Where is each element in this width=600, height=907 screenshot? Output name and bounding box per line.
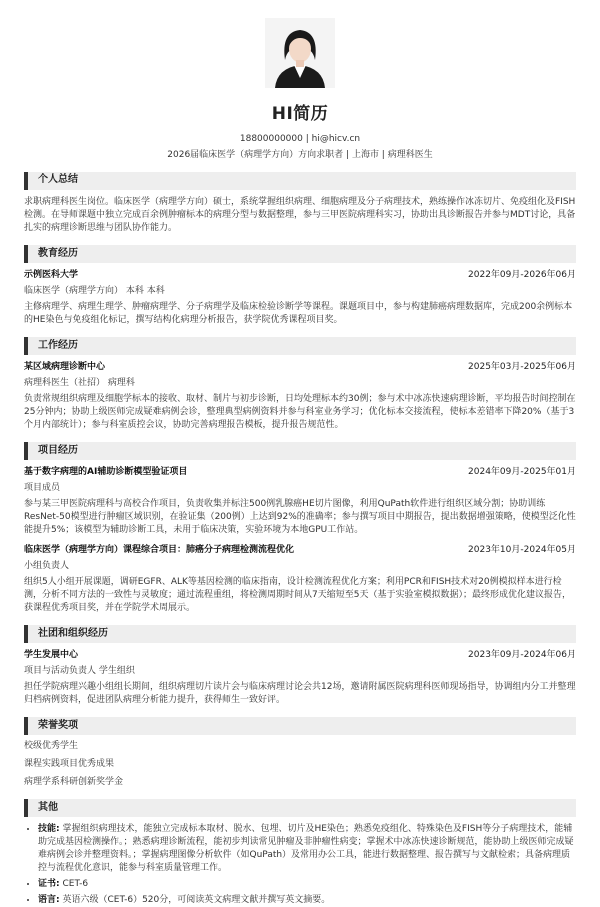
entry-description: 组织5人小组开展课题，调研EGFR、ALK等基因检测的临床指南，设计检测流程优化方案；利用PCR和FISH技术对20例模拟样本进行检测，分析不同方法的一致性与灵敏度；通过流程重组，将检测周期时间从7天缩短至5天（基于实验室模拟数据）；最终形成优化建议报告，获课程优秀项目奖，并在学院学术周展示。 [24, 576, 571, 613]
section-heading: 社团和组织经历 [38, 627, 108, 639]
awards-section [24, 717, 576, 789]
entry-org: 临床医学（病理学方向）课程综合项目：肺癌分子病理检测流程优化 [24, 544, 295, 555]
projects-section [24, 442, 576, 614]
education-section [24, 245, 576, 327]
section-title [24, 172, 576, 190]
project-entry [24, 544, 576, 615]
section-title [24, 442, 576, 460]
entry-date: 2022年09月-2026年06月 [468, 269, 576, 280]
entry-date: 2025年03月-2025年06月 [468, 362, 576, 373]
education-entry [24, 269, 576, 327]
others-section [24, 799, 576, 907]
contact-info: 18800000000 | hi@hicv.cn [239, 133, 361, 144]
entry-date: 2023年10月-2024年05月 [468, 544, 576, 555]
others-list [24, 823, 576, 907]
entry-role: 小组负责人 [24, 560, 70, 571]
language-item [38, 894, 576, 907]
avatar [265, 18, 335, 88]
summary-section [24, 172, 576, 235]
section-title [24, 337, 576, 355]
section-heading: 个人总结 [38, 174, 78, 186]
entry-role: 项目与活动负责人 学生组织 [24, 665, 135, 676]
entry-org: 示例医科大学 [24, 269, 79, 280]
certificate-item [38, 878, 576, 891]
section-heading: 其他 [38, 801, 58, 813]
entry-description: 参与某三甲医院病理科与高校合作项目，负责收集并标注500例乳腺癌HE切片图像，利用QuPath软件进行组织区域分割；协助训练ResNet-50模型进行肿瘤区域识别，在验证集（200例）上达到92%的准确率；参与撰写项目中期报告，提出数据增强策略，使模型泛化性能提升5%；该模型为辅助诊断工具，未用于临床决策，实验环境为本地GPU工作站。 [24, 499, 576, 536]
summary-text: 求职病理科医生岗位。临床医学（病理学方向）硕士，系统掌握组织病理、细胞病理及分子病理技术，熟练操作冰冻切片、免疫组化及FISH检测。在导师课题中独立完成百余例肿瘤标本的病理分型与数据整理，参与三甲医院病理科实习，协助出具诊断报告并参与MDT讨论，具备扎实的病理诊断思维与团队协作能力。 [24, 196, 576, 233]
work-entry [24, 361, 576, 432]
entry-role: 病理科医生（社招） 病理科 [24, 378, 135, 389]
award-item: 课程实践项目优秀成果 [24, 759, 115, 769]
section-heading: 项目经历 [38, 445, 78, 457]
section-heading: 工作经历 [38, 339, 78, 351]
item-text: 掌握组织病理技术，能独立完成标本取材、脱水、包埋、切片及HE染色；熟悉免疫组化、特殊染色及FISH等分子病理技术，能辅助完成基因检测操作。；熟悉病理诊断流程，能初步判读常见肿瘤及非肿瘤性病变；掌握术中冰冻快速诊断规范，能协助上级医师完成疑难病例会诊并整理资料。；掌握病理图像分析软件（如QuPath）及常用办公工具，能进行数据整理、报告撰写与文献检索；具备病理质控与流程优化意识，能参与科室质量管理工作。 [38, 824, 574, 874]
entry-header [24, 466, 576, 479]
section-marker [24, 172, 28, 190]
entry-date: 2023年09月-2024年06月 [468, 649, 576, 660]
entry-role: 临床医学（病理学方向） 本科 本科 [24, 285, 165, 296]
entry-header [24, 361, 576, 374]
section-title [24, 245, 576, 263]
entry-description: 主修病理学、病理生理学、肿瘤病理学、分子病理学及临床检验诊断学等课程。课题项目中，参与构建肺癌病理数据库，完成200余例标本的HE染色与免疫组化标记，撰写结构化病理分析报告，获学院优秀课程项目奖。 [24, 301, 573, 326]
section-marker [24, 442, 28, 460]
item-label: 技能: [38, 824, 60, 835]
item-text: CET-6 [59, 879, 89, 890]
section-marker [24, 245, 28, 263]
awards-list [24, 740, 576, 789]
award-item: 校级优秀学生 [24, 740, 79, 751]
section-title [24, 625, 576, 643]
section-heading: 荣誉奖项 [38, 719, 78, 731]
entry-description: 负责常规组织病理及细胞学标本的接收、取材、制片与初步诊断，日均处理标本约30例；参与术中冰冻快速病理诊断，平均报告时间控制在25分钟内；协助上级医师完成疑难病例会诊，整理典型病例资料并参与科室业务学习；优化标本交接流程，使标本差错率下降20%（基于3个月内部统计）；参与科室质控会议，协助完善病理报告模板，提升报告规范性。 [24, 394, 576, 431]
skills-item [38, 823, 576, 875]
avatar-photo [265, 18, 335, 88]
job-intent: 2026届临床医学（病理学方向）方向求职者 | 上海市 | 病理科医生 [167, 149, 433, 160]
social-section [24, 625, 576, 707]
project-entry [24, 466, 576, 537]
resume-name: HI简历 [271, 104, 329, 124]
section-marker [24, 625, 28, 643]
section-title [24, 799, 576, 817]
item-label: 语言: [38, 895, 60, 906]
entry-header [24, 544, 576, 557]
entry-org: 某区域病理诊断中心 [24, 362, 106, 373]
section-marker [24, 717, 28, 735]
entry-org: 基于数字病理的AI辅助诊断模型验证项目 [24, 467, 188, 478]
entry-header [24, 649, 576, 662]
resume-header [24, 0, 576, 162]
entry-org: 学生发展中心 [24, 649, 79, 660]
section-marker [24, 799, 28, 817]
entry-header [24, 269, 576, 282]
entry-role: 项目成员 [24, 483, 61, 494]
entry-description: 担任学院病理兴趣小组组长期间，组织病理切片读片会与临床病理讨论会共12场，邀请附属医院病理科医师现场指导，协调组内分工并整理归档病例资料，促进团队病理分析能力提升，获得师生一致好评。 [24, 681, 576, 705]
award-item: 病理学系科研创新奖学金 [24, 777, 124, 788]
organization-entry [24, 649, 576, 707]
entry-date: 2024年09月-2025年01月 [468, 467, 576, 478]
section-title [24, 717, 576, 735]
item-label: 证书: [38, 879, 60, 890]
work-section [24, 337, 576, 432]
section-marker [24, 337, 28, 355]
section-heading: 教育经历 [38, 247, 78, 259]
item-text: 英语六级（CET-6）520分，可阅读英文病理文献并撰写英文摘要。 [59, 895, 331, 906]
